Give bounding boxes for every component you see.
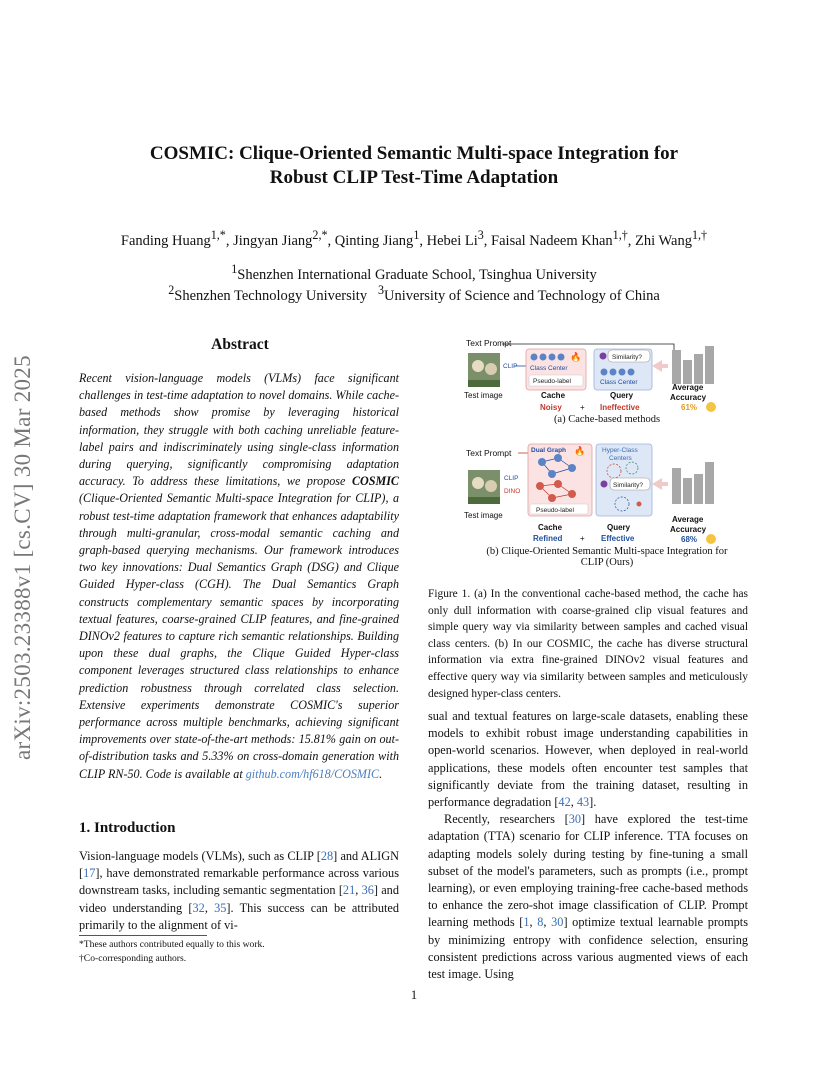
method-name: COSMIC	[351, 474, 399, 489]
class-center-label-2: Class Center	[600, 379, 638, 386]
query-label: Query	[607, 523, 631, 532]
author: Zhi Wang$^{1,\dagger}$	[635, 228, 708, 249]
citation[interactable]: 28	[320, 849, 334, 863]
accuracy-bars-b	[672, 462, 714, 504]
affiliation-line-2: $^2$Shenzhen Technology University $^3$University of Science and Technology of China	[168, 283, 660, 304]
happy-face-icon	[706, 534, 716, 544]
test-image-label: Test image	[464, 391, 503, 400]
abstract-heading: Abstract	[211, 336, 269, 353]
ineffective-label: Ineffective	[600, 403, 640, 412]
citation[interactable]: 21	[342, 883, 356, 898]
figure-1-caption: Figure 1. (a) In the conventional cache-based method, the cache has only dull information with coarse-grained clip visual features and simple query way via similarity between samples and cached visual class centers. (b) In our COSMIC, the cache has diverse structural information via extra fine-grained DINOv2 visual features and effective query way via similarity between samples and meticulously designed hyper-class centers.	[428, 588, 748, 700]
similarity-label: Similarity?	[613, 482, 643, 489]
noisy-label: Noisy	[540, 403, 562, 412]
citation[interactable]: 8	[537, 915, 544, 930]
figure-1	[462, 336, 752, 576]
caption-b-wrapper	[462, 546, 752, 576]
fire-icon: 🔥	[570, 352, 582, 362]
affiliation-line-1: $^1$Shenzhen International Graduate School, Tsinghua University	[231, 262, 597, 283]
caption-a-wrapper	[462, 414, 752, 430]
class-center-label: Class Center	[530, 365, 568, 372]
author-list	[40, 228, 788, 250]
average-label: Average	[672, 515, 704, 524]
author: Hebei Li$^3$,	[426, 228, 492, 249]
average-label: Average	[672, 383, 704, 392]
centers-label: Centers	[609, 455, 632, 462]
cache-label: Cache	[538, 523, 563, 532]
abstract-body: Recent vision-language models (VLMs) face significant challenges in test-time adaptation to novel domains. While cache-based methods show promise by leveraging historical information, they struggle with both caching unreliable feature-label pairs and indiscriminately using single-class information during querying, significantly compromising adaptation accuracy. To address these limitations, we propose COSMIC (Clique-Oriented Semantic Multi-space Integration for CLIP), a robust test-time adaptation framework that enhances adaptability through multi-granular, cross-modal semantic caching and graph-based querying mechanisms. Our framework introduces two key innovations: Dual Semantics Graph (DSG) and Clique Guided Hyper-class (CGH). The Dual Semantics Graph constructs complementary semantic spaces by incorporating textual features, coarse-grained CLIP features, and fine-grained DINOv2 features to capture rich semantic relationships. Building upon these dual graphs, the Clique Guided Hyper-class component leverages structured class relationships to enhance prediction robustness through correlated class selection. Extensive experiments demonstrate COSMIC's superior performance across multiple benchmarks, achieving significant improvements over state-of-the-art methods: 15.81% gain on out-of-distribution tasks and 5.33% on cross-domain generation with CLIP RN-50. Code is available at github.com/hf618/COSMIC.	[79, 371, 399, 781]
footnote-rule	[79, 935, 207, 936]
clip-label: CLIP	[504, 475, 519, 482]
fire-icon: 🔥	[574, 446, 586, 456]
author: Jingyan Jiang$^{2,*}$,	[233, 228, 335, 249]
dino-label: DINO	[504, 488, 521, 495]
author: Qinting Jiang$^1$,	[334, 228, 427, 249]
figure-subcaption-a: (a) Cache-based methods	[553, 414, 661, 425]
clip-label: CLIP	[503, 363, 518, 370]
query-label: Query	[610, 391, 634, 400]
accuracy-label: Accuracy	[670, 393, 707, 402]
citation[interactable]: 30	[568, 812, 581, 827]
pseudo-label-label: Pseudo-label	[533, 378, 571, 385]
title-line-1: COSMIC: Clique-Oriented Semantic Multi-space Integration for	[149, 143, 679, 164]
intro-paragraph: Vision-language models (VLMs), such as CLIP [28] and ALIGN [17], have demonstrated remarkable performance across various downstream tasks, including semantic segmentation [21, 36] and video understanding [32, 35]. This success can be attributed primarily to the alignment of vi-	[79, 849, 399, 932]
author: Fanding Huang$^{1,*}$,	[120, 228, 234, 249]
refined-label: Refined	[533, 534, 563, 543]
citation[interactable]: 30	[551, 915, 564, 930]
citation[interactable]: 35	[214, 900, 227, 915]
accuracy-label: Accuracy	[670, 525, 707, 534]
page-number: 1	[410, 988, 418, 1002]
test-image-label: Test image	[464, 511, 503, 520]
effective-label: Effective	[601, 534, 635, 543]
citation[interactable]: 36	[361, 883, 374, 898]
paragraph: Recently, researchers [30] have explored the test-time adaptation (TTA) scenario for CLIP inference. TTA focuses on adapting models solely during testing by fine-tuning a small subset of the model's parameters, such as prompts (i.e., prompt learning), or even employing training-free cache-based methods to enhance the zero-shot image classification of CLIP. Prompt learning methods [1, 8, 30] optimize textual learnable prompts by minimizing entropy with confidence selection, ensuring consistent predictions across various augmented views of each test image. Using	[428, 812, 748, 982]
figure-part-a	[464, 338, 716, 412]
author: Faisal Nadeem Khan$^{1,\dagger}$,	[491, 228, 636, 249]
intro-paragraph-right	[428, 708, 748, 983]
plus-sign: +	[580, 403, 585, 412]
pseudo-label-label: Pseudo-label	[536, 507, 574, 514]
figure-part-b	[464, 444, 716, 544]
accuracy-value: 68%	[681, 535, 698, 544]
title-line-2: Robust CLIP Test-Time Adaptation	[269, 167, 559, 188]
section-heading-introduction: 1. Introduction	[79, 820, 176, 836]
arxiv-stamp: arXiv:2503.23388v1 [cs.CV] 30 Mar 2025	[10, 355, 35, 760]
citation[interactable]: 32	[192, 900, 205, 915]
footnote-equal-contribution: *These authors contributed equally to this work.	[79, 939, 265, 950]
citation[interactable]: 43	[576, 795, 590, 810]
arrow-icon	[652, 478, 668, 490]
text-prompt-label: Text Prompt	[466, 448, 512, 458]
cache-label: Cache	[541, 391, 566, 400]
code-link[interactable]: github.com/hf618/COSMIC	[245, 766, 380, 781]
text-prompt-label: Text Prompt	[466, 338, 512, 348]
figure-subcaption-b: (b) Clique-Oriented Semantic Multi-space Integration for CLIP (Ours)	[486, 546, 728, 568]
citation[interactable]: 17	[83, 866, 96, 881]
dual-graph-label: Dual Graph	[531, 447, 567, 454]
accuracy-bars-a	[672, 346, 714, 384]
arrow-icon	[652, 360, 668, 372]
accuracy-value: 61%	[681, 403, 698, 412]
plus-sign: +	[580, 534, 585, 543]
citation[interactable]: 42	[558, 795, 571, 810]
paper-title	[60, 142, 768, 190]
paragraph: sual and textual features on large-scale datasets, enabling these models to exhibit robust image understanding capabilities in open-world scenarios. However, when deployed in real-world applications, these models often encounter test samples that significantly deviate from the training dataset, resulting in performance degradation [42, 43].	[428, 709, 748, 810]
sad-face-icon	[706, 402, 716, 412]
citation[interactable]: 1	[523, 915, 530, 930]
similarity-label: Similarity?	[612, 354, 642, 361]
hyper-class-label: Hyper-Class	[602, 447, 638, 454]
footnote-corresponding: †Co-corresponding authors.	[79, 953, 187, 964]
